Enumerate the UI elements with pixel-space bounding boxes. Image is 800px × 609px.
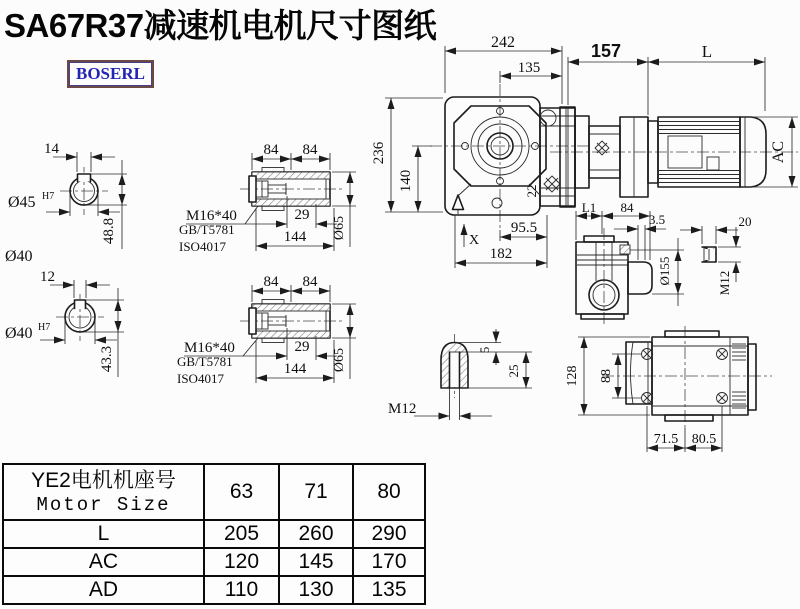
boserl-logo: BOSERL [67,60,154,88]
label-std2-top: ISO4017 [179,239,226,254]
row-label-AD: AD [3,576,204,604]
dim-foot-center: 95.5 [510,220,538,236]
table-header-row [3,464,425,520]
cell-AC-63: 120 [204,548,279,576]
label-bore-tol-bottom: H7 [38,322,51,333]
label-std2-bottom: ISO4017 [177,371,224,386]
label-od-top: Ø40 [5,248,33,265]
table-row-L [3,520,425,548]
dim-motor-height: AC [770,140,787,164]
dim-gear-length: 157 [590,41,622,61]
dim-key-height: 5 [477,346,492,354]
motor-size-table [2,463,426,605]
dim-overall-height: 236 [371,141,387,165]
dim-l1: L1 [581,200,597,215]
header-motor-size-en: Motor Size [36,494,171,517]
header-motor-size-cn: YE2电机机座号 [31,468,176,492]
shaft-end-view-top [5,141,127,265]
label-std1-top: GB/T5781 [179,222,235,237]
plug-detail-view [388,329,532,420]
dim-motor-length: L [701,42,713,61]
label-thread-plug: M12 [388,401,417,417]
dim-gap: 3.5 [648,212,666,227]
header-size-80: 80 [353,464,425,520]
cell-AC-80: 170 [353,548,425,576]
dim-seg2-bottom: 84 [302,274,318,290]
cell-L-63: 205 [204,520,279,548]
row-label-L: L [3,520,204,548]
bottom-view [565,326,772,452]
hollow-shaft-section-bottom [177,274,356,386]
gearbox-front-view [371,34,592,268]
dim-total-height-bottom: 43.3 [99,345,115,373]
dim-bottom-height: 128 [565,365,580,387]
header-motor-size-cell [3,464,204,520]
cell-AD-71: 130 [279,576,353,604]
dim-depth-bottom: 29 [294,339,310,355]
page-title: SA67R37减速机电机尺寸图纸 [4,7,437,44]
cell-AD-80: 135 [353,576,425,604]
output-flange-side-view [576,200,752,324]
dim-depth-plug: 25 [506,364,521,378]
dim-overall-width: 242 [491,34,515,51]
label-bore-top: Ø45 [8,194,36,211]
cell-L-80: 290 [353,520,425,548]
label-bore-tol-top: H7 [42,191,55,202]
dim-dia-bottom: Ø65 [332,347,347,373]
shaft-end-view-bottom [5,269,124,377]
header-size-63: 63 [204,464,279,520]
dim-key-len: 20 [738,214,752,229]
dim-foot-total: 182 [489,246,513,262]
label-std1-bottom: GB/T5781 [177,354,233,369]
table-row-AD [3,576,425,604]
dim-key-width-bottom: 12 [40,269,55,285]
dim-half-width: 135 [517,60,541,76]
cell-AD-63: 110 [204,576,279,604]
cell-L-71: 260 [279,520,353,548]
dim-key-width-top: 14 [44,141,59,157]
dim-dia-top: Ø65 [332,215,347,241]
dim-total-height-top: 48.8 [101,217,117,245]
dim-flange-dia: Ø155 [657,256,672,286]
dim-seg2-top: 84 [302,142,318,158]
dim-seg1-top: 84 [263,142,279,158]
hollow-shaft-section-top [179,142,356,254]
dim-bottom-left: 71.5 [653,432,679,447]
dim-w84: 84 [620,200,634,215]
dim-depth-top: 29 [294,207,310,223]
dim-thread-side: M12 [717,270,732,296]
dim-plug: 22 [524,184,539,198]
label-x-mark: X [469,233,480,248]
label-bolt-bottom: M16*40 [184,340,235,356]
dim-length-bottom: 144 [283,361,307,377]
label-bore-bottom: Ø40 [5,325,33,342]
header-size-71: 71 [279,464,353,520]
dim-center-height: 140 [398,169,414,193]
dim-bottom-flange: 88 [599,369,614,383]
gearmotor-side-view [550,41,798,207]
dim-bottom-right: 80.5 [691,432,717,447]
dim-seg1-bottom: 84 [263,274,279,290]
cell-AC-71: 145 [279,548,353,576]
dim-length-top: 144 [283,229,307,245]
row-label-AC: AC [3,548,204,576]
table-row-AC [3,548,425,576]
label-bolt-top: M16*40 [186,208,237,224]
